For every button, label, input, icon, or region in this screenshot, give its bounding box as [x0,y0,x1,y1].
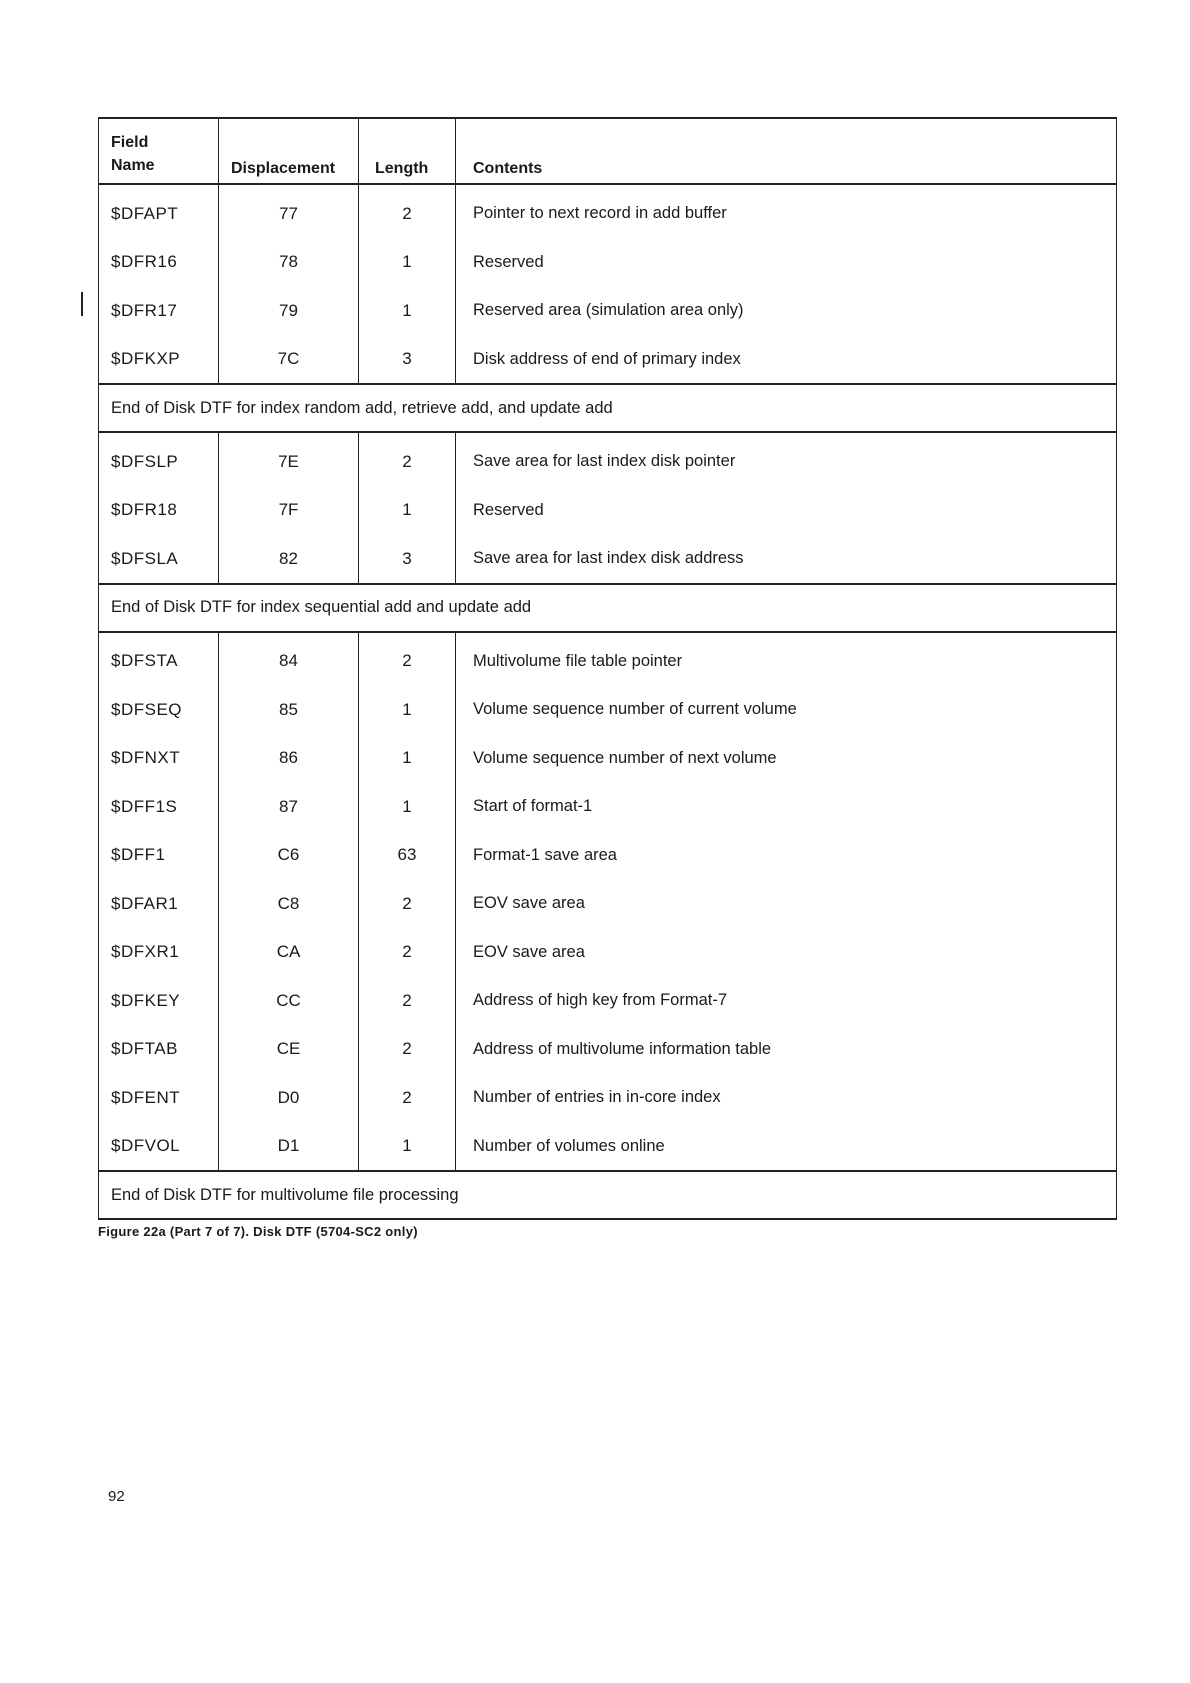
table-row [99,685,1117,734]
displacement-cell: D0 [219,1073,359,1122]
length-cell: 2 [359,879,456,928]
disk-dtf-table [98,117,1117,1220]
contents-cell: Number of volumes online [456,1122,1117,1172]
displacement-cell: C6 [219,831,359,880]
field-name-cell: $DFR16 [99,238,219,287]
length-cell: 2 [359,976,456,1025]
contents-cell: Volume sequence number of current volume [456,685,1117,734]
displacement-cell: 7F [219,486,359,535]
displacement-cell: D1 [219,1122,359,1172]
contents-cell: Save area for last index disk pointer [456,432,1117,486]
field-name-cell: $DFKEY [99,976,219,1025]
field-name-cell: $DFSLA [99,534,219,584]
contents-cell: Save area for last index disk address [456,534,1117,584]
length-cell: 1 [359,486,456,535]
length-cell: 3 [359,534,456,584]
contents-cell: Disk address of end of primary index [456,335,1117,385]
header-field-name [99,118,219,184]
contents-cell: Multivolume file table pointer [456,632,1117,686]
contents-cell: Address of multivolume information table [456,1025,1117,1074]
displacement-cell: 85 [219,685,359,734]
length-cell: 2 [359,632,456,686]
contents-cell: Start of format-1 [456,782,1117,831]
field-name-cell: $DFXR1 [99,928,219,977]
contents-cell: Reserved area (simulation area only) [456,286,1117,335]
table-row [99,831,1117,880]
displacement-cell: C8 [219,879,359,928]
table-row [99,782,1117,831]
header-length: Length [359,118,456,184]
field-name-cell: $DFVOL [99,1122,219,1172]
table-row [99,238,1117,287]
contents-cell: Reserved [456,486,1117,535]
figure-caption: Figure 22a (Part 7 of 7). Disk DTF (5704-SC2 only) [98,1224,418,1239]
length-cell: 3 [359,335,456,385]
contents-cell: Format-1 save area [456,831,1117,880]
length-cell: 2 [359,184,456,238]
page-number: 92 [108,1488,125,1505]
length-cell: 1 [359,238,456,287]
table-row [99,432,1117,486]
contents-cell: Volume sequence number of next volume [456,734,1117,783]
length-cell: 1 [359,685,456,734]
length-cell: 2 [359,1025,456,1074]
table-row [99,486,1117,535]
section-end-row [99,384,1117,432]
contents-cell: Reserved [456,238,1117,287]
displacement-cell: 78 [219,238,359,287]
displacement-cell: CE [219,1025,359,1074]
displacement-cell: 82 [219,534,359,584]
displacement-cell: 7E [219,432,359,486]
table-row [99,976,1117,1025]
displacement-cell: 87 [219,782,359,831]
table-row [99,632,1117,686]
table-row [99,335,1117,385]
displacement-cell: 86 [219,734,359,783]
field-name-cell: $DFSTA [99,632,219,686]
contents-cell: Address of high key from Format-7 [456,976,1117,1025]
table-row [99,879,1117,928]
field-name-cell: $DFF1S [99,782,219,831]
table-row [99,1025,1117,1074]
contents-cell: EOV save area [456,879,1117,928]
displacement-cell: 79 [219,286,359,335]
contents-cell: Pointer to next record in add buffer [456,184,1117,238]
table-row [99,1073,1117,1122]
field-name-cell: $DFSEQ [99,685,219,734]
field-name-cell: $DFENT [99,1073,219,1122]
length-cell: 2 [359,432,456,486]
field-name-cell: $DFKXP [99,335,219,385]
contents-cell: EOV save area [456,928,1117,977]
change-bar [81,292,83,316]
header-row [99,118,1117,184]
header-field-line1: Field [111,133,149,151]
section-end-note: End of Disk DTF for index sequential add and update add [99,584,1117,632]
field-name-cell: $DFAR1 [99,879,219,928]
displacement-cell: CC [219,976,359,1025]
header-field-line2: Name [111,156,155,174]
field-name-cell: $DFTAB [99,1025,219,1074]
table-row [99,734,1117,783]
length-cell: 1 [359,286,456,335]
table-row [99,184,1117,238]
section-end-row [99,1171,1117,1219]
table-row [99,534,1117,584]
length-cell: 1 [359,734,456,783]
length-cell: 63 [359,831,456,880]
table-row [99,286,1117,335]
field-name-cell: $DFAPT [99,184,219,238]
length-cell: 2 [359,928,456,977]
header-displacement: Displacement [219,118,359,184]
displacement-cell: CA [219,928,359,977]
section-end-row [99,584,1117,632]
field-name-cell: $DFR17 [99,286,219,335]
displacement-cell: 7C [219,335,359,385]
displacement-cell: 77 [219,184,359,238]
field-name-cell: $DFNXT [99,734,219,783]
section-end-note: End of Disk DTF for index random add, retrieve add, and update add [99,384,1117,432]
field-name-cell: $DFR18 [99,486,219,535]
table-row [99,1122,1117,1172]
table-body [99,184,1117,1219]
contents-cell: Number of entries in in-core index [456,1073,1117,1122]
field-name-cell: $DFF1 [99,831,219,880]
displacement-cell: 84 [219,632,359,686]
length-cell: 2 [359,1073,456,1122]
table-row [99,928,1117,977]
field-name-cell: $DFSLP [99,432,219,486]
length-cell: 1 [359,1122,456,1172]
section-end-note: End of Disk DTF for multivolume file processing [99,1171,1117,1219]
length-cell: 1 [359,782,456,831]
header-contents: Contents [456,118,1117,184]
